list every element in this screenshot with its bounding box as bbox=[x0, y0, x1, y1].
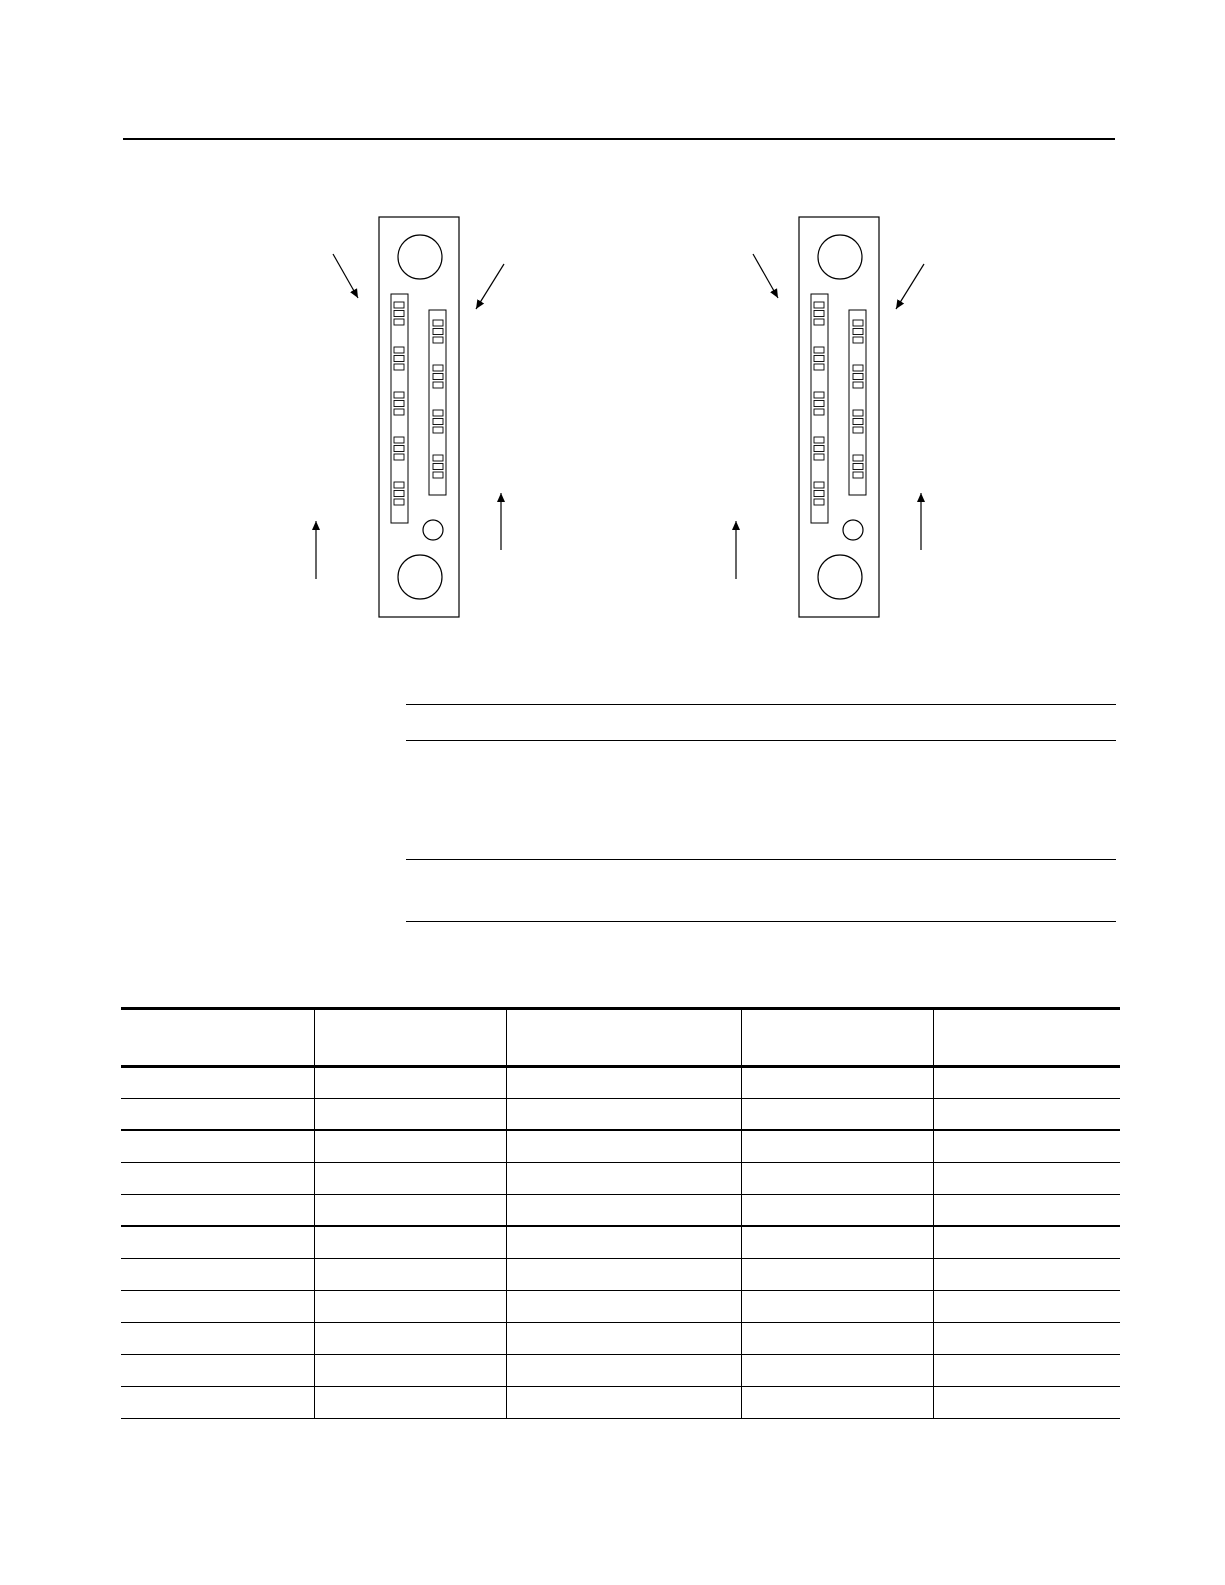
table-cell bbox=[121, 1386, 314, 1418]
table-cell bbox=[121, 1066, 314, 1098]
mounting-hole-top bbox=[818, 235, 862, 279]
table-header-cell bbox=[314, 1008, 506, 1066]
table-row bbox=[121, 1386, 1120, 1418]
table-row bbox=[121, 1258, 1120, 1290]
table-cell bbox=[121, 1098, 314, 1130]
table-cell bbox=[314, 1066, 506, 1098]
pin bbox=[394, 409, 404, 415]
table-cell bbox=[121, 1322, 314, 1354]
pin bbox=[394, 491, 404, 497]
table-cell bbox=[121, 1354, 314, 1386]
pin-strip-left bbox=[391, 294, 408, 523]
pin bbox=[394, 356, 404, 362]
pin bbox=[853, 382, 863, 388]
table-header-cell bbox=[741, 1008, 933, 1066]
pin bbox=[394, 319, 404, 325]
table-cell bbox=[121, 1194, 314, 1226]
callout-arrow bbox=[476, 264, 504, 309]
table-cell bbox=[933, 1066, 1120, 1098]
table-cell bbox=[314, 1226, 506, 1258]
pin bbox=[433, 410, 443, 416]
table-cell bbox=[741, 1162, 933, 1194]
table-cell bbox=[741, 1258, 933, 1290]
table-row bbox=[121, 1226, 1120, 1258]
table-cell bbox=[506, 1066, 741, 1098]
pin bbox=[394, 454, 404, 460]
table-row bbox=[121, 1098, 1120, 1130]
pin bbox=[394, 446, 404, 452]
pin bbox=[394, 499, 404, 505]
pin bbox=[853, 337, 863, 343]
pin bbox=[433, 374, 443, 380]
pin bbox=[394, 364, 404, 370]
pin bbox=[814, 437, 824, 443]
table-cell bbox=[933, 1258, 1120, 1290]
table-row bbox=[121, 1066, 1120, 1098]
pin bbox=[814, 347, 824, 353]
pin bbox=[814, 392, 824, 398]
mounting-hole-top bbox=[398, 235, 442, 279]
notes-mid-rule bbox=[406, 859, 1116, 860]
pin bbox=[433, 464, 443, 470]
pin bbox=[394, 311, 404, 317]
table-cell bbox=[506, 1354, 741, 1386]
table-cell bbox=[314, 1290, 506, 1322]
notes-block bbox=[406, 705, 1116, 921]
table-row bbox=[121, 1162, 1120, 1194]
pin bbox=[394, 482, 404, 488]
pin-strip-left bbox=[811, 294, 828, 523]
pin bbox=[814, 454, 824, 460]
pin bbox=[394, 302, 404, 308]
pin bbox=[394, 401, 404, 407]
table-cell bbox=[506, 1194, 741, 1226]
table-cell bbox=[741, 1322, 933, 1354]
table-cell bbox=[506, 1226, 741, 1258]
table-cell bbox=[741, 1386, 933, 1418]
pin bbox=[433, 472, 443, 478]
table-cell bbox=[506, 1098, 741, 1130]
pin bbox=[394, 437, 404, 443]
pin bbox=[394, 392, 404, 398]
table-cell bbox=[121, 1258, 314, 1290]
pin bbox=[853, 472, 863, 478]
pin-strip-right bbox=[429, 310, 446, 495]
pin bbox=[853, 329, 863, 335]
callout-arrow bbox=[333, 254, 358, 298]
pin bbox=[814, 319, 824, 325]
pin bbox=[814, 356, 824, 362]
table-header-row bbox=[121, 1008, 1120, 1066]
pin bbox=[814, 491, 824, 497]
table-row bbox=[121, 1194, 1120, 1226]
pin bbox=[433, 455, 443, 461]
pin bbox=[814, 482, 824, 488]
table-cell bbox=[314, 1322, 506, 1354]
table-cell bbox=[314, 1162, 506, 1194]
table-cell bbox=[933, 1162, 1120, 1194]
table-header-cell bbox=[506, 1008, 741, 1066]
table-cell bbox=[741, 1290, 933, 1322]
table-cell bbox=[741, 1130, 933, 1162]
mounting-hole-bottom bbox=[818, 555, 862, 599]
pin bbox=[433, 320, 443, 326]
table-cell bbox=[933, 1386, 1120, 1418]
pin bbox=[853, 419, 863, 425]
table-cell bbox=[933, 1354, 1120, 1386]
table-cell bbox=[933, 1322, 1120, 1354]
alignment-hole bbox=[843, 520, 863, 540]
table-row bbox=[121, 1354, 1120, 1386]
pin bbox=[814, 401, 824, 407]
table-header-cell bbox=[933, 1008, 1120, 1066]
table-cell bbox=[121, 1130, 314, 1162]
table-cell bbox=[741, 1098, 933, 1130]
table-cell bbox=[741, 1194, 933, 1226]
pin bbox=[433, 419, 443, 425]
pin bbox=[814, 311, 824, 317]
pin bbox=[853, 410, 863, 416]
callout-arrow bbox=[896, 264, 924, 309]
table-cell bbox=[121, 1162, 314, 1194]
table-cell bbox=[121, 1290, 314, 1322]
pin bbox=[433, 382, 443, 388]
pin bbox=[853, 374, 863, 380]
table-cell bbox=[314, 1194, 506, 1226]
pin bbox=[394, 347, 404, 353]
mounting-hole-bottom bbox=[398, 555, 442, 599]
table-cell bbox=[506, 1290, 741, 1322]
table-cell bbox=[506, 1258, 741, 1290]
table-cell bbox=[741, 1354, 933, 1386]
table-cell bbox=[933, 1130, 1120, 1162]
pin bbox=[853, 455, 863, 461]
connector-right bbox=[799, 217, 879, 617]
pin bbox=[433, 329, 443, 335]
pin bbox=[853, 427, 863, 433]
pin bbox=[814, 446, 824, 452]
callout-arrow bbox=[753, 254, 778, 298]
table-cell bbox=[314, 1354, 506, 1386]
table-cell bbox=[741, 1066, 933, 1098]
pin-strip-right bbox=[849, 310, 866, 495]
table-cell bbox=[933, 1290, 1120, 1322]
table-cell bbox=[933, 1098, 1120, 1130]
alignment-hole bbox=[423, 520, 443, 540]
pin bbox=[853, 464, 863, 470]
notes-bottom-rule bbox=[406, 921, 1116, 922]
table-cell bbox=[506, 1322, 741, 1354]
table-header-cell bbox=[121, 1008, 314, 1066]
table-cell bbox=[506, 1162, 741, 1194]
connector-figure bbox=[0, 0, 1225, 640]
table-cell bbox=[121, 1226, 314, 1258]
pin bbox=[433, 337, 443, 343]
table-cell bbox=[741, 1226, 933, 1258]
pin bbox=[433, 427, 443, 433]
pin bbox=[814, 409, 824, 415]
table-row bbox=[121, 1130, 1120, 1162]
table-cell bbox=[314, 1098, 506, 1130]
pin bbox=[853, 365, 863, 371]
table-cell bbox=[314, 1130, 506, 1162]
pin bbox=[814, 499, 824, 505]
pin bbox=[814, 302, 824, 308]
table-cell bbox=[506, 1130, 741, 1162]
table-cell bbox=[933, 1226, 1120, 1258]
table-row bbox=[121, 1290, 1120, 1322]
pin bbox=[853, 320, 863, 326]
connector-left bbox=[379, 217, 459, 617]
table-cell bbox=[933, 1194, 1120, 1226]
pin bbox=[433, 365, 443, 371]
spec-table bbox=[121, 1008, 1120, 1419]
table-cell bbox=[314, 1258, 506, 1290]
table-cell bbox=[506, 1386, 741, 1418]
table-cell bbox=[314, 1386, 506, 1418]
table-row bbox=[121, 1322, 1120, 1354]
pin bbox=[814, 364, 824, 370]
